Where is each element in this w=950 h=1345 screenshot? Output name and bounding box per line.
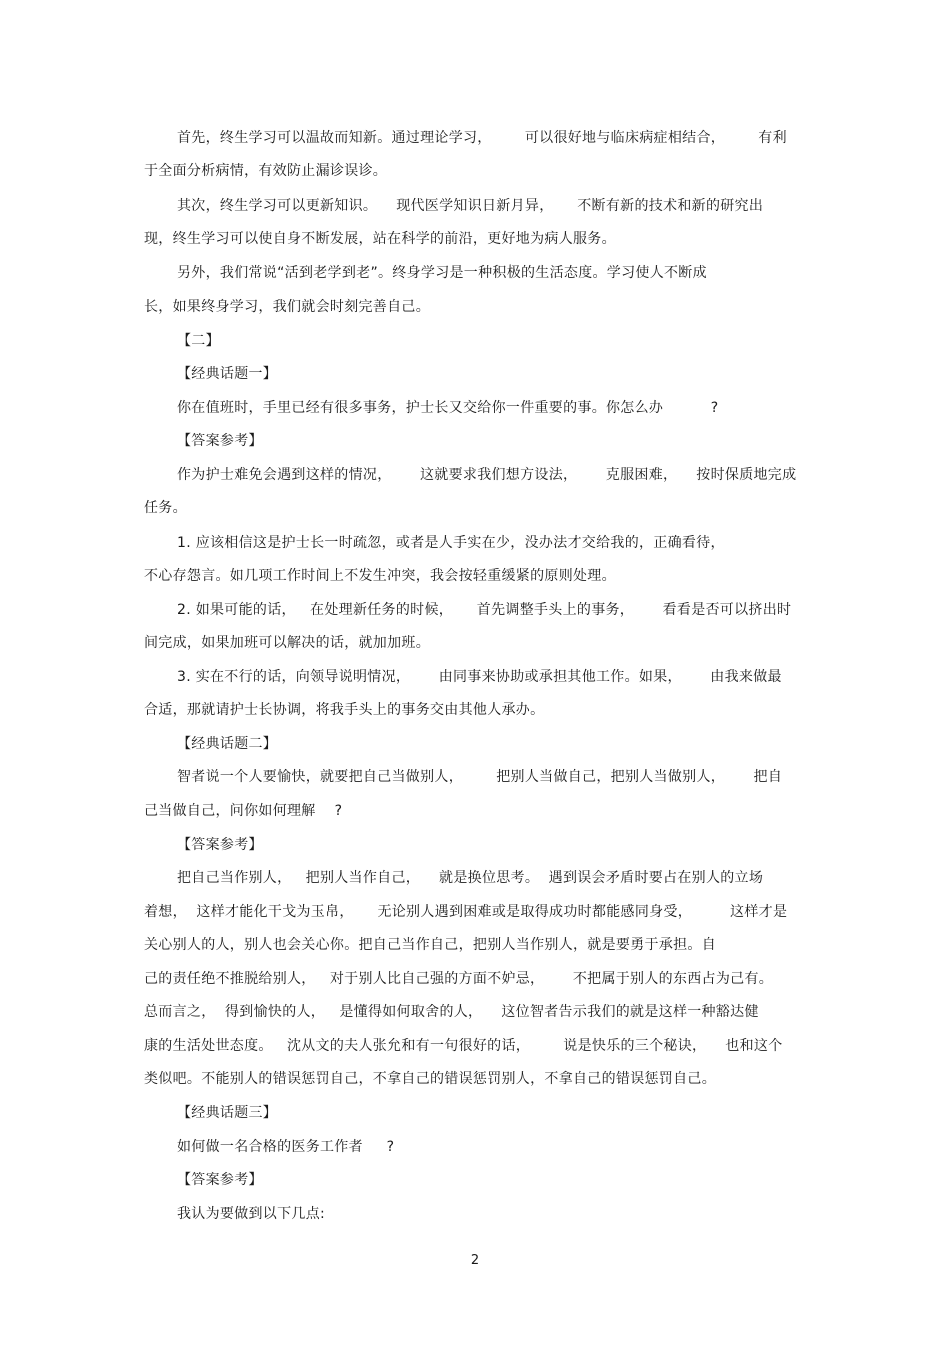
paragraph-line: 另外，我们常说“活到老学到老”。终身学习是一种积极的生活态度。学习使人不断成 xyxy=(177,265,707,281)
paragraph-line: 类似吧。不能别人的错误惩罚自己，不拿自己的错误惩罚别人，不拿自己的错误惩罚自己。 xyxy=(144,1071,716,1087)
paragraph-line: 作为护士难免会遇到这样的情况， 这就要求我们想方设法， 克服困难， 按时保质地完成 xyxy=(177,467,797,483)
question-line: 你在值班时，手里已经有很多事务，护士长又交给你一件重要的事。你怎么办 ? xyxy=(177,400,719,416)
section-heading: 【二】 xyxy=(177,333,220,349)
page-number: 2 xyxy=(470,1253,480,1268)
paragraph-line: 关心别人的人，别人也会关心你。把自己当作自己，把别人当作别人，就是要勇于承担。自 xyxy=(144,937,716,953)
question-line: 如何做一名合格的医务工作者 ? xyxy=(177,1139,395,1155)
paragraph-line: 长，如果终身学习，我们就会时刻完善自己。 xyxy=(144,299,430,315)
topic-heading: 【经典话题二】 xyxy=(177,736,278,752)
paragraph-line: 总而言之， 得到愉快的人， 是懂得如何取舍的人， 这位智者告示我们的就是这样一种豁达健 xyxy=(144,1004,759,1020)
topic-heading: 【经典话题三】 xyxy=(177,1105,278,1121)
list-item-line: 1. 应该相信这是护士长一时疏忽，或者是人手实在少，没办法才交给我的，正确看待， xyxy=(177,535,725,551)
question-line: 智者说一个人要愉快，就要把自己当做别人， 把别人当做自己，把别人当做别人， 把自 xyxy=(177,769,783,785)
paragraph-line: 己的责任绝不推脱给别人， 对于别人比自己强的方面不妒忌， 不把属于别人的东西占为己有。 xyxy=(144,971,774,987)
list-item-line: 2. 如果可能的话， 在处理新任务的时候， 首先调整手头上的事务， 看看是否可以挤出时 xyxy=(177,602,792,618)
question-line: 己当做自己，问你如何理解 ? xyxy=(144,803,343,819)
list-item-line: 3. 实在不行的话，向领导说明情况， 由同事来协助或承担其他工作。如果， 由我来做最 xyxy=(177,669,782,685)
paragraph-line: 其次，终生学习可以更新知识。 现代医学知识日新月异， 不断有新的技术和新的研究出 xyxy=(177,198,764,214)
paragraph-line: 我认为要做到以下几点: xyxy=(177,1206,326,1222)
answer-heading: 【答案参考】 xyxy=(177,433,263,449)
list-item-line: 不心存怨言。如几项工作时间上不发生冲突，我会按轻重缓紧的原则处理。 xyxy=(144,568,616,584)
paragraph-line: 康的生活处世态度。 沈从文的夫人张允和有一句很好的话， 说是快乐的三个秘诀， 也和这个 xyxy=(144,1038,783,1054)
paragraph-line: 现，终生学习可以使自身不断发展，站在科学的前沿，更好地为病人服务。 xyxy=(144,231,616,247)
paragraph-line: 把自己当作别人， 把别人当作自己， 就是换位思考。 遇到误会矛盾时要占在别人的立场 xyxy=(177,870,764,886)
paragraph-line: 任务。 xyxy=(144,500,187,516)
answer-heading: 【答案参考】 xyxy=(177,837,263,853)
list-item-line: 合适，那就请护士长协调，将我手头上的事务交由其他人承办。 xyxy=(144,702,545,718)
paragraph-line: 着想， 这样才能化干戈为玉帛， 无论别人遇到困难或是取得成功时都能感同身受， 这样才是 xyxy=(144,904,788,920)
paragraph-line: 于全面分析病情，有效防止漏诊误诊。 xyxy=(144,163,388,179)
answer-heading: 【答案参考】 xyxy=(177,1172,263,1188)
paragraph-line: 首先，终生学习可以温故而知新。通过理论学习， 可以很好地与临床病症相结合， 有利 xyxy=(177,130,787,146)
list-item-line: 间完成，如果加班可以解决的话，就加加班。 xyxy=(144,635,430,651)
topic-heading: 【经典话题一】 xyxy=(177,366,278,382)
